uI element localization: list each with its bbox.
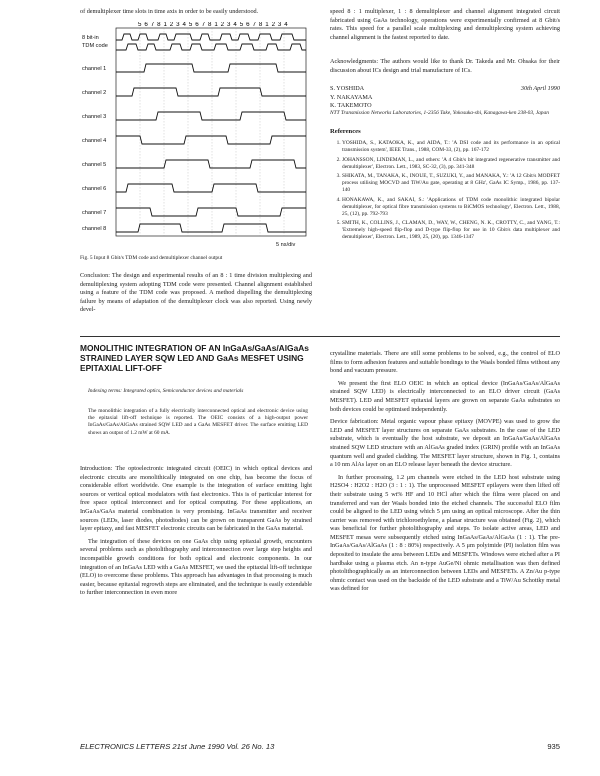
figure-caption: Fig. 5 Input 8 Gbit/s TDM code and demultiplexer channel output	[80, 255, 223, 261]
trace-channel-1	[116, 64, 306, 72]
acknowledgments-text: Acknowledgments: The authors would like to thank Dr. Takeda and Mr. Ohsaka for their discussion about ICs design and trial manufacture of ICs.	[330, 58, 560, 74]
section-separator-rule	[80, 336, 560, 337]
references-list	[330, 140, 560, 244]
reference-item: 2. JOHANSSON, LINDEMAN, L., and others: 'A 4 Gbit/s bit integrated regenerative transmitter and demultiplexer', Electron. Lett., 1983, SC-32, (3), pp. 341-348	[342, 157, 560, 171]
right-top-text: speed 8 : 1 multiplexer, 1 : 8 demultiplexer and channel alignment integrated circuit fabricated using GaAs technology, operations were experimentally confirmed at 8 Gbit/s rates. This speed for a parallel scale multiplexing and demultiplexing system achieving channel alignment is the fastest reported to date.	[330, 8, 560, 41]
trace-channel-6	[116, 184, 306, 192]
label-channel-8: channel 8	[82, 226, 107, 232]
trace-channel-8	[116, 224, 306, 232]
label-channel-6: channel 6	[82, 186, 107, 192]
reference-item: 1. YOSHIDA, S., KATAOKA, K., and AIDA, T.: 'A DSI code and its performance in an optical transmission system', IEEE Trans., 1988, COM-33, (2), pp. 167-172	[342, 140, 560, 154]
body-paragraph-3: Device fabrication: Metal organic vapour phase epitaxy (MOVPE) was used to grow the LED and MESFET layer structures on separate GaAs substrates. In the case of the LED substrate, which is eventually the host substrate, we deposit an InGaAs/GaAs/AlGaAs strained SQW LED structure with an AlGaAs graded index (GRIN) profile with an InGaAs quantum well and graded cladding. The MESFET layer structure, shown in Fig. 1, contains a 10 nm AlAs layer on an ELO release layer beneath the device structure.	[330, 418, 560, 469]
trace-channel-3	[116, 112, 306, 120]
label-channel-7: channel 7	[82, 210, 107, 216]
label-channel-4: channel 4	[82, 138, 107, 144]
figure-caption-block	[80, 255, 312, 262]
trace-tdm-code	[116, 34, 306, 40]
affiliation-text: NTT Transmission Networks Laboratories, 1-2356 Take, Yokosuka-shi, Kanagawa-ken 238-03, Japan	[330, 110, 549, 116]
body-paragraph-4: In further processing, 1.2 μm channels were etched in the LED host substrate using H2SO4 : H2O2 : H2O (3 : 1 : 1). The unprocessed MESFET epilayers were then lifted off their substrate using 5 wt% HF and 10 HCl after which the films were placed on and transferred and van der Waals bonded into the etched channels. The successful ELO film could be aligned to the LED using which 5 μm using an optical microscope. After the thin carrier was removed with trichloroethylene, a planar structure was obtained (Fig. 2), which was beneficial for further photolithography and steps. To isolate active areas, LED and MESFET mesas were subsequently etched using InGaAs/GaAs/AlGaAs (1 : 1). The pre-InGaAs/GaAs/AlGaAs (1 : 8 : 80%) respectively. A 5 μm polyimide (PI) isolation film was deposited to insulate the area between LEDs and MESFETs. Windows were etched after a PI hardbake using a plasma etch. An n-type AuGe/Ni ohmic metallisation was then defined photolithographically as an interconnection between LEDs and MESFETs. A Zn/Au p-type ohmic contact was used on the backside of the LED substrate and a TiW/Au Schottky metal was defined for	[330, 473, 560, 593]
left-top-text: of demultiplexer time slots in time axis in order to be easily understood.	[80, 8, 259, 15]
page-footer	[80, 742, 560, 754]
right-body-block	[330, 350, 560, 598]
journal-citation: ELECTRONICS LETTERS 21st June 1990 Vol. 26 No. 13	[80, 742, 275, 751]
trace-tdm-code-2	[116, 44, 306, 50]
reference-item: 4. HONAKAWA, K., and SAKAI, S.: 'Applications of TDM code monolithic integrated bipolar demultiplexer, for optical fibre transmission systems to BiCMOS technology', Electron. Lett., 1988, 25, (12), pp. 792-793	[342, 197, 560, 218]
conclusion-block	[80, 272, 312, 315]
body-paragraph-2: We present the first ELO OEIC in which an optical device (InGaAs/GaAs/AlGaAs strained SQW LED) is electrically interconnected to an ELO driver circuit (GaAs MESFET). LED and MESFET epitaxial layers are grown on separate GaAs substrates so both devices could be optimised independently.	[330, 379, 560, 413]
received-date: 30th April 1990	[520, 85, 560, 92]
indexing-terms-block	[88, 388, 308, 395]
left-top-text-block	[80, 8, 312, 17]
trace-channel-2	[116, 88, 306, 96]
label-tdm-code-line2: TDM code	[82, 43, 108, 49]
trace-channel-4	[116, 136, 306, 144]
timing-diagram	[80, 22, 312, 252]
right-top-text-block	[330, 8, 560, 42]
author-1: S. YOSHIDA	[330, 85, 365, 92]
timing-diagram-svg	[80, 22, 312, 252]
body-paragraph-1: crystalline materials. There are still some problems to be solved, e.g., the control of ELO films to form adhesion features and suitable bondings to the Waals bonded films without any bond and vacuum pressure.	[330, 350, 560, 375]
affiliation-block	[330, 110, 560, 117]
label-channel-1: channel 1	[82, 66, 107, 72]
label-tdm-code-line1: 8 bit-in	[82, 35, 99, 41]
diagram-grid	[140, 28, 284, 236]
label-channel-2: channel 2	[82, 90, 107, 96]
conclusion-text: Conclusion: The design and experimental results of an 8 : 1 time division multiplexing and demultiplexing system adopting TDM code were presented. Channel alignment established using a feature of the TDM code was proposed. A method dispelling the demultiplexing failure by means of adaptation of the demultiplexer clock was also reported. Using newly devel-	[80, 272, 312, 314]
reference-item: 3. SHIKATA, M., TANAKA, K., INOUE, T., SUZUKI, Y., and MANAKA, Y.: 'A 12 Gbit/s MODFET process utilising MOCVD and TiW/Au gate, operating at 8 GHz', GaAs IC Symp., 1986, pp. 137-140	[342, 173, 560, 194]
references-heading: References	[330, 128, 361, 135]
introduction-block	[80, 465, 312, 598]
author-2: Y. NAKAYAMA	[330, 93, 373, 101]
article-title: MONOLITHIC INTEGRATION OF AN InGaAs/GaAs/AlGaAs STRAINED LAYER SQW LED AND GaAs MESFET USING EPITAXIAL LIFT-OFF	[80, 343, 309, 373]
intro-paragraph-2: The integration of these devices on one GaAs chip using epitaxial growth, encounters several problems such as photolithography and interconnection over large step heights and incompatible growth conditions for both optical and electronic components. In our integration of an InGaAs LED with a GaAs MESFET, we used the epitaxial lift-off technique (ELO) to overcome these problems. This approach has advantages in that processing is much easier, because epitaxial regrowth steps are eliminated, and the technique is easily extendable to further interconnection in even more	[80, 537, 312, 597]
abstract-text: The monolithic integration of a fully electrically interconnected optical and electronic device using the epitaxial lift-off technique is reported. The OEIC consists of a high-output power InGaAs/GaAs/AlGaAs strained SQW LED and a GaAs MESFET driver. The surface emitting LED shows an output of 1.2 mW at 60 mA.	[88, 408, 308, 436]
acknowledgments-block	[330, 58, 560, 75]
indexing-terms: Indexing terms: Integrated optics, Semiconductor devices and materials	[88, 388, 244, 394]
diagram-frame	[116, 28, 306, 236]
trace-channel-5	[116, 160, 306, 168]
bit-number-row: 5 6 7 8 1 2 3 4 5 6 7 8 1 2 3 4 5 6 7 8 1 2 3 4	[138, 22, 289, 28]
label-channel-3: channel 3	[82, 114, 107, 120]
timescale-label: 5 ns/div	[276, 242, 296, 248]
author-3: K. TAKEMOTO	[330, 102, 372, 110]
trace-channel-7	[116, 208, 306, 216]
label-channel-5: channel 5	[82, 162, 107, 168]
reference-item: 5. SMITH, K., COLLINS, J., CLAMAN, D., WAY, W., CHENG, N. K., CROTTY, C., and YANG, T.: 'Extremely high-speed flip-flop and D-type flip-flop for use in 10 Gbit/s data multiplexer and demultiplexer', Electron. Lett., 1989, 25, (20), pp. 1346-1347	[342, 220, 560, 241]
abstract-block	[88, 408, 308, 437]
intro-paragraph-1: Introduction: The optoelectronic integrated circuit (OEIC) in which optical devices and electronic circuits are monolithically integrated on one chip, has become the focus of considerable effort worldwide. One example is the integration of surface emitting light sources or vertical optical modulators with fast electronics. This is of particular interest for free space optical interconnect and for optical computing. For these applications, an InGaAs/GaAs material combination is very promising. InGaAs transmitter and receiver sources (LEDs, laser diodes, photodiodes) can be grown on transparent GaAs by strained layer epitaxy, and fast MESFET electronic circuits can be fabricated in the GaAs material.	[80, 465, 312, 533]
page-number: 935	[547, 742, 560, 751]
